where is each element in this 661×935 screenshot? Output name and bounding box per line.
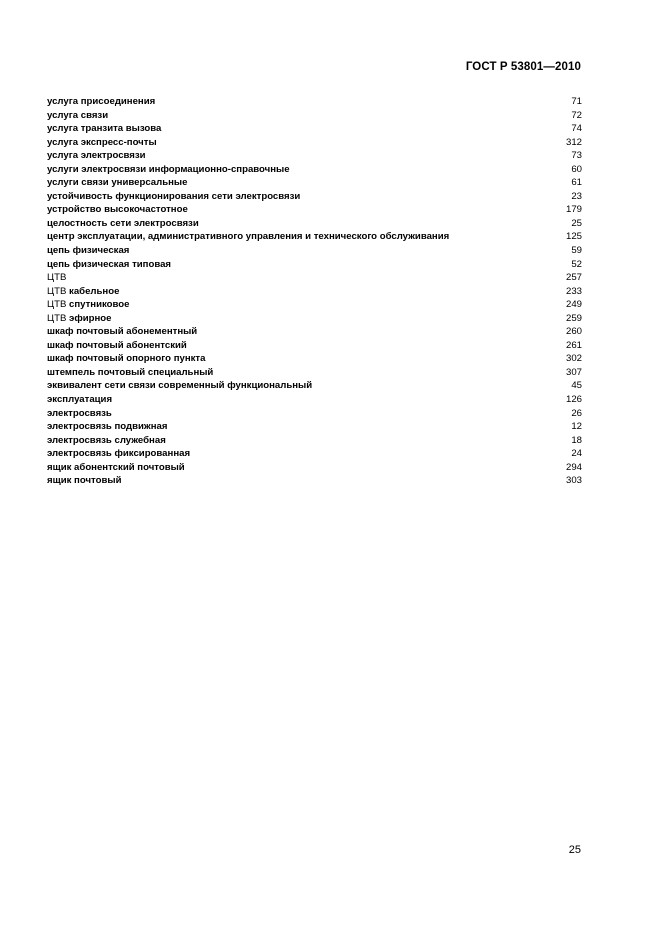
index-term-text: центр эксплуатации, административного управления и технического обслуживания [47,231,450,243]
index-entry [47,339,582,353]
index-entry [47,352,582,366]
index-entry [47,461,582,475]
index-term [47,176,187,190]
index-term-prefix: ЦТВ [47,285,67,297]
index-term-text: услуги электросвязи информационно-справочные [47,163,290,175]
index-term-text: электросвязь служебная [47,434,166,446]
index-term-text: услуга транзита вызова [47,123,162,135]
index-term-text: услуга электросвязи [47,150,146,162]
index-term-prefix: ЦТВ [47,312,67,324]
index-entry [47,379,582,393]
index-page-number: 59 [571,245,582,257]
index-term-text: услуга экспресс-почты [47,136,157,148]
index-term [47,420,167,434]
index-page-number: 73 [571,150,582,162]
index-entry [47,109,582,123]
index-entry [47,244,582,258]
index-term-text: шкаф почтовый опорного пункта [47,353,206,365]
index-page-number: 18 [571,434,582,446]
index-term-text: цепь физическая типовая [47,258,172,270]
index-page-number: 45 [571,380,582,392]
index-term-text: штемпель почтовый специальный [47,366,214,378]
index-term [47,298,130,312]
index-page-number: 25 [571,217,582,229]
index-term-text: цепь физическая [47,245,130,257]
index-term [47,190,300,204]
index-term-text: услуги связи универсальные [47,177,188,189]
index-page-number: 126 [565,394,582,406]
index-page-number: 261 [565,339,582,351]
index-term-text: устойчивость функционирования сети электросвязи [47,190,301,202]
index-term [47,230,449,244]
index-term-prefix: ЦТВ [47,272,67,284]
index-term [47,163,290,177]
index-page-number: 179 [565,204,582,216]
index-term-text: шкаф почтовый абонементный [47,326,198,338]
index-entry [47,95,582,109]
index-term [47,203,188,217]
index-term [47,122,161,136]
index-term [47,474,121,488]
index-term [47,339,187,353]
index-term-text: эксплуатация [47,394,113,406]
index-term [47,352,205,366]
index-term [47,461,185,475]
index-term-text: ящик абонентский почтовый [47,461,185,473]
index-entry [47,407,582,421]
index-page-number: 23 [571,190,582,202]
index-entry [47,285,582,299]
index-term [47,325,197,339]
index-entry [47,258,582,272]
index-entry [47,230,582,244]
index-term-text: услуга связи [47,109,109,121]
index-entry [47,176,582,190]
index-term [47,379,312,393]
index-page-number: 312 [565,136,582,148]
index-page-number: 125 [565,231,582,243]
index-page-number: 249 [565,299,582,311]
index-page-number: 303 [565,475,582,487]
index-entry [47,366,582,380]
index-term-text: шкаф почтовый абонентский [47,339,187,351]
index-page-number: 74 [571,123,582,135]
index-page-number: 72 [571,109,582,121]
index-page-number: 257 [565,272,582,284]
index-term [47,407,112,421]
document-header: ГОСТ Р 53801—2010 [465,61,581,73]
index-term [47,258,171,272]
index-term [47,393,112,407]
index-term-text: электросвязь подвижная [47,421,168,433]
index-term [47,312,111,326]
index-term [47,366,213,380]
index-term-text: ящик почтовый [47,475,122,487]
index-entry [47,149,582,163]
index-entry [47,325,582,339]
index-entry [47,447,582,461]
index-entry [47,190,582,204]
index-page-number: 307 [565,366,582,378]
index-term [47,285,119,299]
index-term [47,95,155,109]
index-term-text: эквивалент сети связи современный функциональный [47,380,313,392]
index-entry [47,271,582,285]
index-term-text: целостность сети электросвязи [47,217,199,229]
index-term [47,271,66,285]
index-entry [47,217,582,231]
index-page-number: 26 [571,407,582,419]
index-term-prefix: ЦТВ [47,299,67,311]
index-term [47,109,108,123]
index-page-number: 302 [565,353,582,365]
index-term [47,434,166,448]
index-entry [47,122,582,136]
index-entry [47,474,582,488]
index-page-number: 12 [571,421,582,433]
index-entry [47,136,582,150]
index-page-number: 71 [571,96,582,107]
index-term [47,447,190,461]
index-entry [47,312,582,326]
index-term-text: устройство высокочастотное [47,204,188,216]
index-entry [47,203,582,217]
index-term-text: кабельное [66,285,120,297]
index-page-number: 260 [565,326,582,338]
index-term-text: спутниковое [66,299,130,311]
page-number: 25 [568,844,581,856]
term-index [47,95,582,488]
index-term [47,136,157,150]
index-page-number: 60 [571,163,582,175]
index-entry [47,298,582,312]
index-term-text: электросвязь фиксированная [47,448,191,460]
index-page-number: 52 [571,258,582,270]
index-page-number: 294 [565,461,582,473]
index-term [47,149,146,163]
index-entry [47,393,582,407]
index-page-number: 233 [565,285,582,297]
index-page-number: 24 [571,448,582,460]
index-term [47,217,199,231]
index-entry [47,420,582,434]
index-page-number: 61 [571,177,582,189]
index-term-text: услуга присоединения [47,96,156,107]
index-term [47,244,129,258]
index-term-text: электросвязь [47,407,112,419]
index-page-number: 259 [565,312,582,324]
index-entry [47,163,582,177]
index-term-text: эфирное [66,312,112,324]
index-entry [47,434,582,448]
